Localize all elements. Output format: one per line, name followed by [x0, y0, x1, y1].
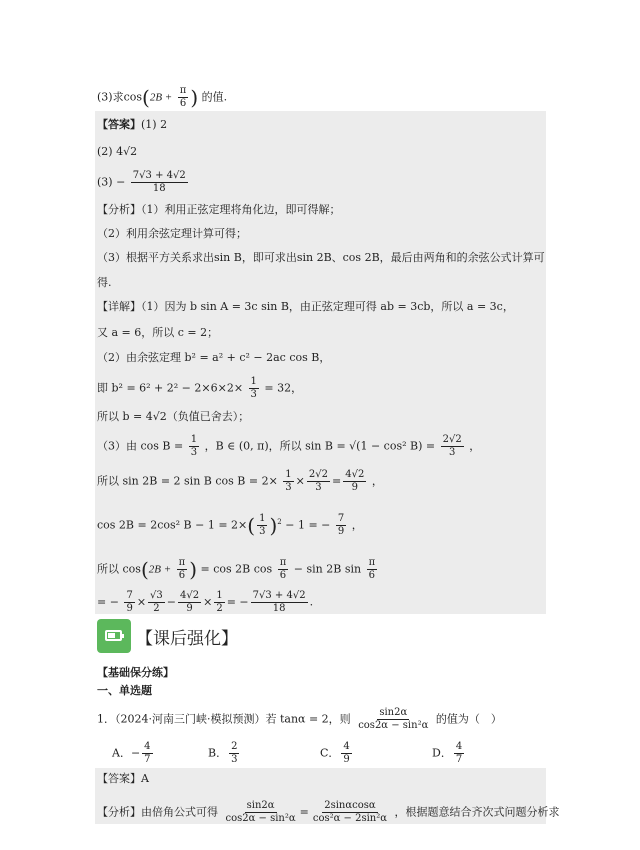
answer-line-1: 【答案】(1) 2: [97, 118, 168, 131]
detail-line-5: 所以 b = 4√2（负值已舍去）；: [97, 410, 250, 423]
practice-label: 【基础保分练】: [97, 666, 174, 679]
detail-line-2: 又 a = 6，所以 c = 2；: [97, 326, 219, 339]
analysis-line-1: 【分析】（1）利用正弦定理将角化边，即可得解；: [97, 203, 341, 216]
answer-line-3: (3) − $\frac{7√3 + 4√2}{18}$: [97, 170, 186, 194]
detail-line-6: （3）由 cos B = $\frac{1}{3}$ ，B ∈ (0, π)，所以 sin B = √(1 − cos² B) = $\frac{2√2}{3}$ ，: [97, 434, 481, 458]
q1-analysis: 【分析】由倍角公式可得 $\frac{\sin 2\alpha}{\text{cos2α − sin²α}}$ = $\frac{2\sin\alpha\cos\alpha}{\text{cos²α − 2sin²α}}$ ，根据题意结合齐次式问题分析求: [97, 800, 560, 824]
detail-line-7: 所以 sin 2B = 2 sin B cos B = 2× $\frac{1}{3}$ × $\frac{2√2}{3}$ = $\frac{4√2}{9}$ ，: [97, 469, 383, 493]
detail-line-1: 【详解】（1）因为 b sin A = 3c sin B，由正弦定理可得 ab = 3cb，所以 a = 3c，: [97, 300, 514, 313]
detail-line-3: （2）由余弦定理 b² = a² + c² − 2ac cos B，: [97, 351, 331, 364]
answer-line-2: (2) 4√2: [97, 145, 138, 158]
detail-line-4: 即 b² = 6² + 2² − 2×6×2× $\frac{1}{3}$ = 32，: [97, 376, 303, 400]
q1-answer: 【答案】A: [97, 772, 149, 785]
analysis-line-4: 得.: [97, 276, 112, 289]
detail-line-9: 所以 cos(2B + $\frac{\pi}{6}$ ) = cos 2B cos $\frac{\pi}{6}$ − sin 2B sin $\frac{\pi}{6}$: [97, 557, 376, 582]
option-b[interactable]: B． $\frac{2}{3}$: [208, 741, 238, 765]
option-d[interactable]: D． $\frac{4}{7}$: [432, 741, 463, 765]
question-type: 一、单选题: [97, 684, 152, 697]
option-c[interactable]: C． $\frac{4}{9}$: [320, 741, 350, 765]
option-a[interactable]: A．− $\frac{4}{7}$: [112, 741, 151, 765]
analysis-line-3: （3）根据平方关系求出sin B，即可求出sin 2B、cos 2B，最后由两角和的余弦公式计算可: [97, 251, 545, 264]
section-title: 【课后强化】: [136, 629, 238, 649]
question-1: 1．（2024·河南三门峡·模拟预测）若 tanα = 2，则 $\frac{\sin 2\alpha}{\text{cos2α − sin²α}}$ 的值为（ ）: [97, 707, 502, 731]
detail-line-10: = − $\frac{7}{9}$ × $\frac{√3}{2}$ − $\frac{4√2}{9}$ × $\frac{1}{2}$ = − $\frac{7√3 + 4√2}{18}$ .: [97, 590, 314, 614]
analysis-line-2: （2）利用余弦定理计算可得；: [97, 227, 247, 240]
detail-line-8: cos 2B = 2cos² B − 1 = 2×( $\frac{1}{3}$ )$^2$ − 1 = − $\frac{7}{9}$ ，: [97, 513, 363, 538]
question-3: (3)求cos(2B + $\frac{\pi}{6}$ ) 的值.: [97, 85, 228, 110]
battery-icon: [97, 619, 131, 653]
